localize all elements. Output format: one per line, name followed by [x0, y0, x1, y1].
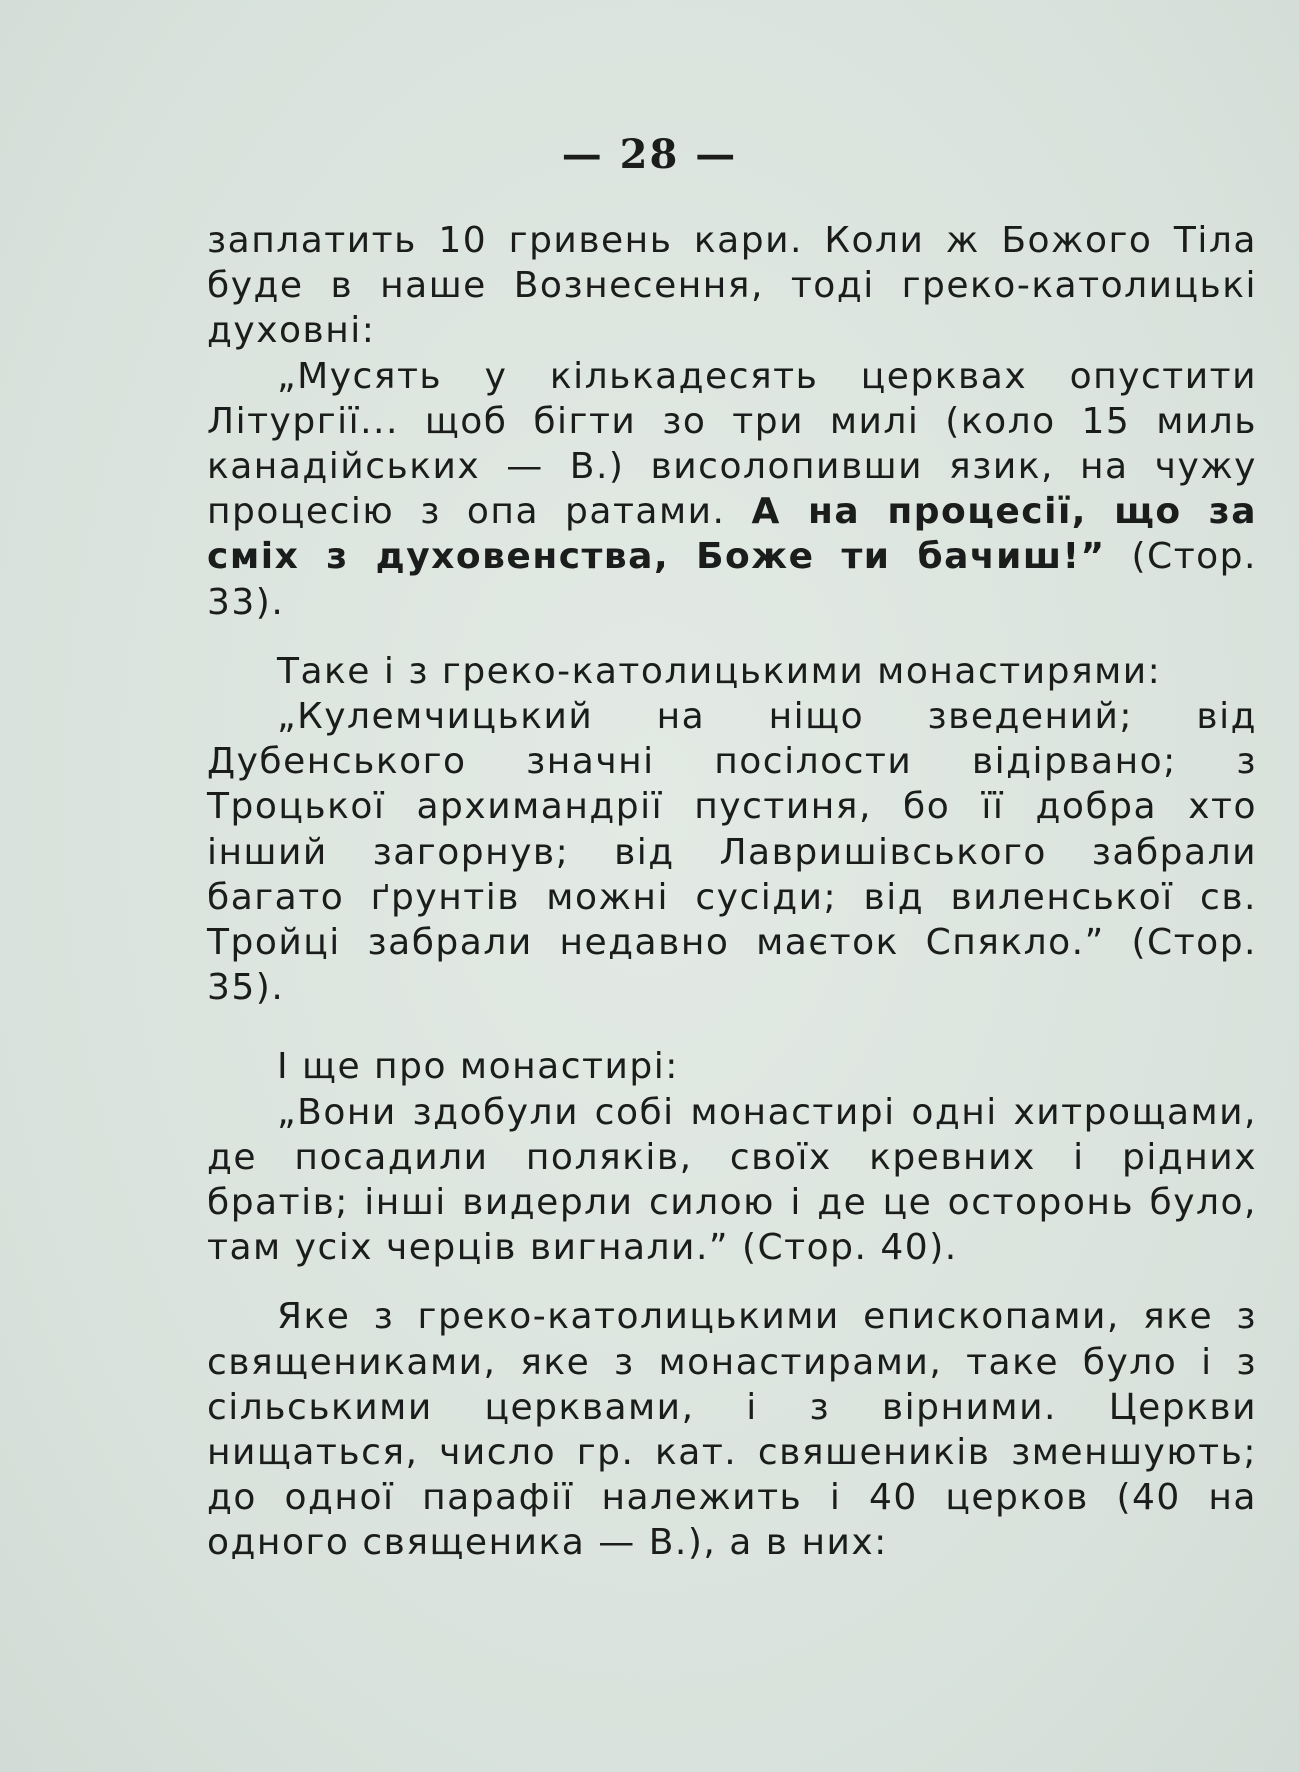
text-run: (Стор. 33). [207, 536, 1257, 623]
paragraph-5 [207, 1044, 1257, 1089]
text-run: заплатить 10 гривень кари. Коли ж Божого Тіла буде в наше Вознесення, тоді греко-католицькі духовні: [207, 220, 1257, 352]
paragraph-6-quote [207, 1090, 1257, 1271]
text-run: „Вони здобули собі монастирі одні хитрощами, де посадили поляків, своїх кревних і рідних братів; інші видерли силою і де це осторонь було, там усіх черців вигнали.” (Стор. 40). [207, 1091, 1257, 1269]
paragraph-7 [207, 1294, 1257, 1565]
text-run: Таке і з греко-католицькими монастирями: [277, 650, 1162, 692]
text-run: І ще про монастирі: [277, 1046, 679, 1088]
text-run: „Кулемчицький на ніщо зведений; від Дубенського значні посілости відірвано; з Троцької архимандрії пустиня, бо її добра хто інший загорнув; від Лавришівського забрали багато ґрунтів можні сусіди; від виленської св. Тройці забрали недавно маєток Спякло.” (Стор. 35). [207, 696, 1257, 1009]
text-run: Яке з греко-католицькими епископами, яке з священиками, яке з монастирами, таке було і з сільськими церквами, і з вірними. Церкви нищаться, число гр. кат. свяшеників зменшують; до одної парафії належить і 40 церков (40 на одного священика — В.), а в них: [207, 1296, 1257, 1564]
text-run-bold: А на процесії, що за сміх з духовенства, Боже ти бачиш!” [207, 491, 1257, 578]
paragraph-3 [207, 649, 1257, 694]
body-text [207, 218, 1257, 1566]
text-run: „Мусять у кількадесять церквах опустити Літургії... щоб бігти зо три милі (коло 15 миль канадійських — В.) висолопивши язик, на чужу процесію з опа ратами. [207, 355, 1257, 533]
page-number: — 28 — [561, 131, 738, 178]
paragraph-4-quote [207, 694, 1257, 1010]
paragraph-1 [207, 218, 1257, 354]
paragraph-2-quote [207, 354, 1257, 625]
